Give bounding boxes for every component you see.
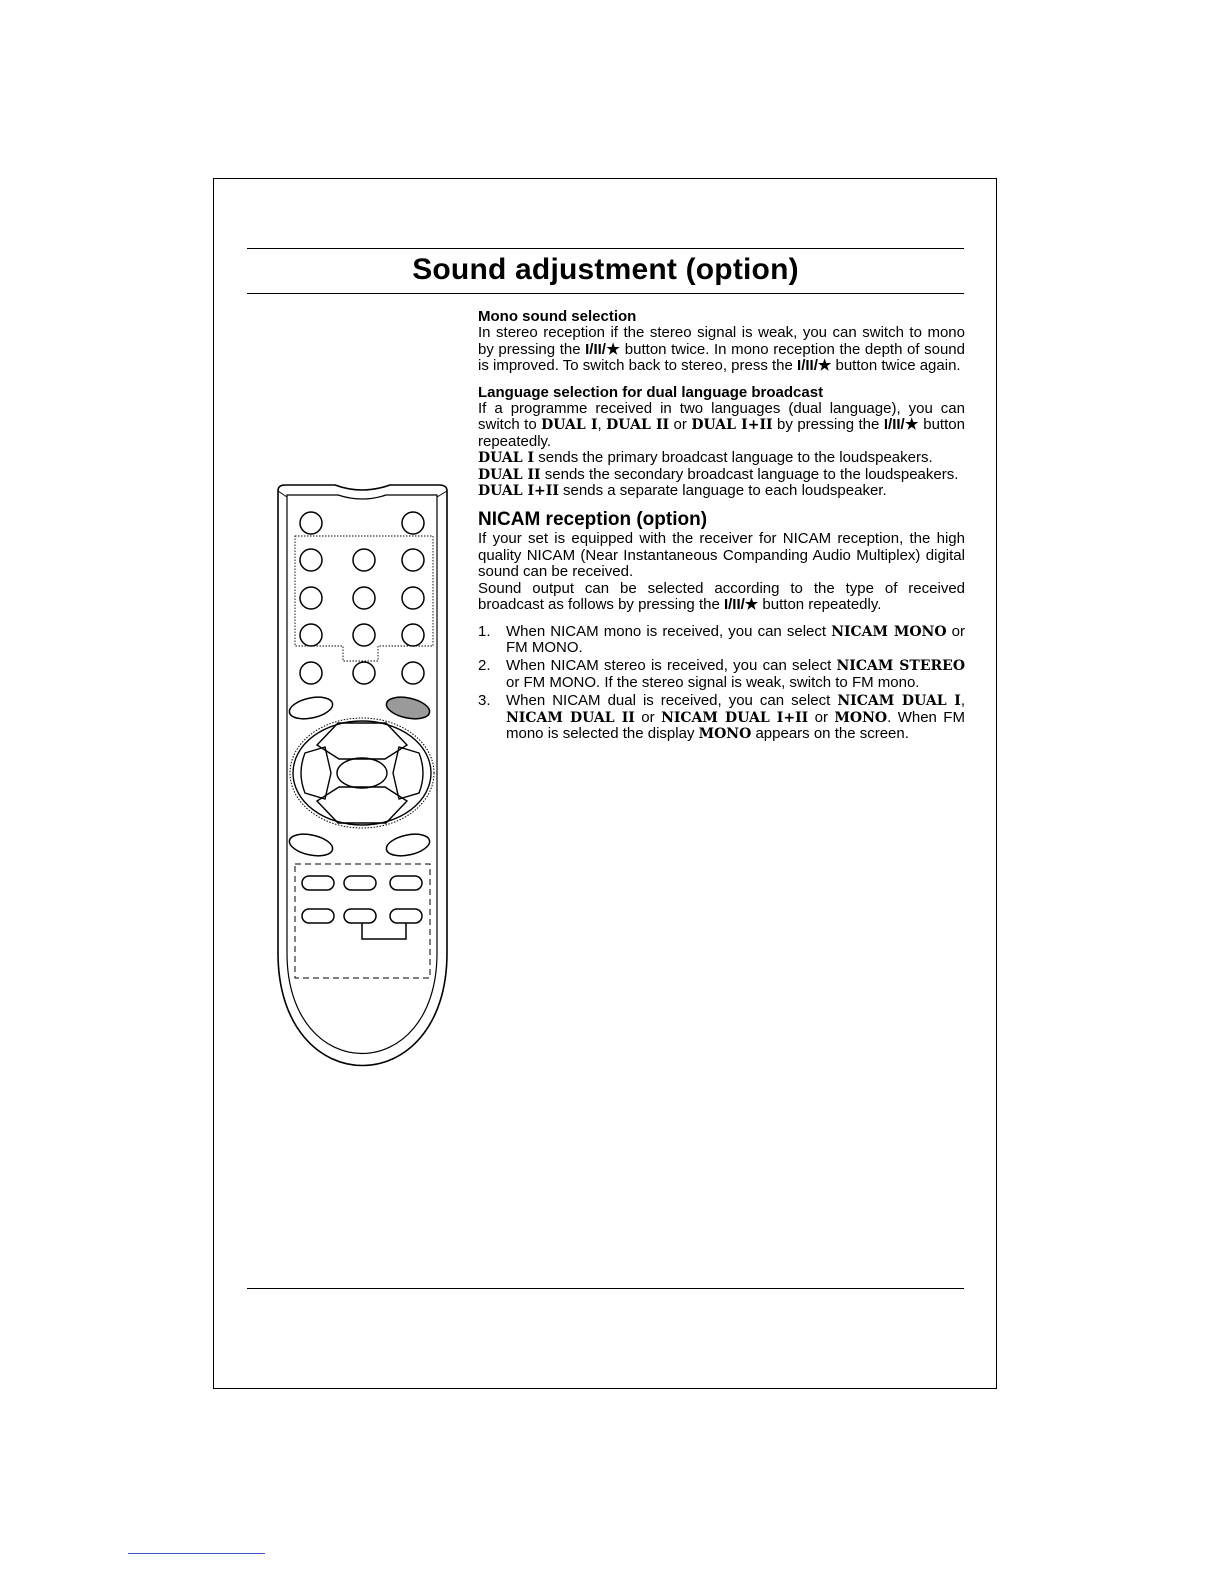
mono-heading: Mono sound selection xyxy=(478,308,637,325)
bottom-link-underline[interactable] xyxy=(128,1553,265,1554)
dual-paragraph: If a programme received in two languages (dual language), you can switch to DUAL I, DUAL II or DUAL I+II by pressing the I/II/★ button repeatedly. xyxy=(478,400,965,450)
nicam-intro: If your set is equipped with the receiver for NICAM reception, the high quality NICAM (Near Instantaneous Companding Audio Multiplex) digital sound can be received. xyxy=(478,530,965,581)
title-top-rule xyxy=(247,248,964,249)
title-bottom-rule xyxy=(247,293,964,294)
text-column xyxy=(478,309,965,744)
mono-section xyxy=(478,309,965,375)
dual-section xyxy=(478,385,965,500)
page-title: Sound adjustment (option) xyxy=(412,253,799,286)
dual-i-line: DUAL I sends the primary broadcast language to the loudspeakers. xyxy=(478,449,933,467)
power-button xyxy=(300,512,322,534)
dual-heading: Language selection for dual language broadcast xyxy=(478,383,824,401)
mute-button xyxy=(402,512,424,534)
mono-paragraph: In stereo reception if the stereo signal is weak, you can switch to mono by pressing the I/II/★ button twice. In mono reception the depth of sound is improved. To switch back to stereo, press the I/II/★ button twice again. xyxy=(478,324,965,375)
nicam-section xyxy=(478,509,965,742)
sound-button-ref: I/II/★ xyxy=(585,340,621,358)
nicam-output: Sound output can be selected according to the type of received broadcast as follows by pressing the I/II/★ button repeatedly. xyxy=(478,579,965,614)
sound-button-ref: I/II/★ xyxy=(797,357,832,375)
sound-mode-button xyxy=(384,694,431,723)
list-item: 3. When NICAM dual is received, you can select NICAM DUAL I, NICAM DUAL II or NICAM DUAL I+II or MONO. When FM mono is selected the display MONO appears on the screen. xyxy=(478,692,966,742)
list-item: 1. When NICAM mono is received, you can select NICAM MONO or FM MONO. xyxy=(478,622,965,656)
sound-button-ref: I/II/★ xyxy=(723,596,759,614)
dual-ii-line: DUAL II sends the secondary broadcast language to the loudspeakers. xyxy=(478,465,959,483)
nicam-heading: NICAM reception (option) xyxy=(478,509,708,531)
nicam-list xyxy=(478,624,965,743)
list-item: 2. When NICAM stereo is received, you can select NICAM STEREO or FM MONO. If the stereo signal is weak, switch to FM mono. xyxy=(478,657,966,691)
dual-i-ii-line: DUAL I+II sends a separate language to each loudspeaker. xyxy=(478,482,887,500)
sound-button-ref: I/II/★ xyxy=(883,416,919,434)
footer-rule xyxy=(247,1288,964,1289)
remote-control-illustration xyxy=(275,483,450,1108)
